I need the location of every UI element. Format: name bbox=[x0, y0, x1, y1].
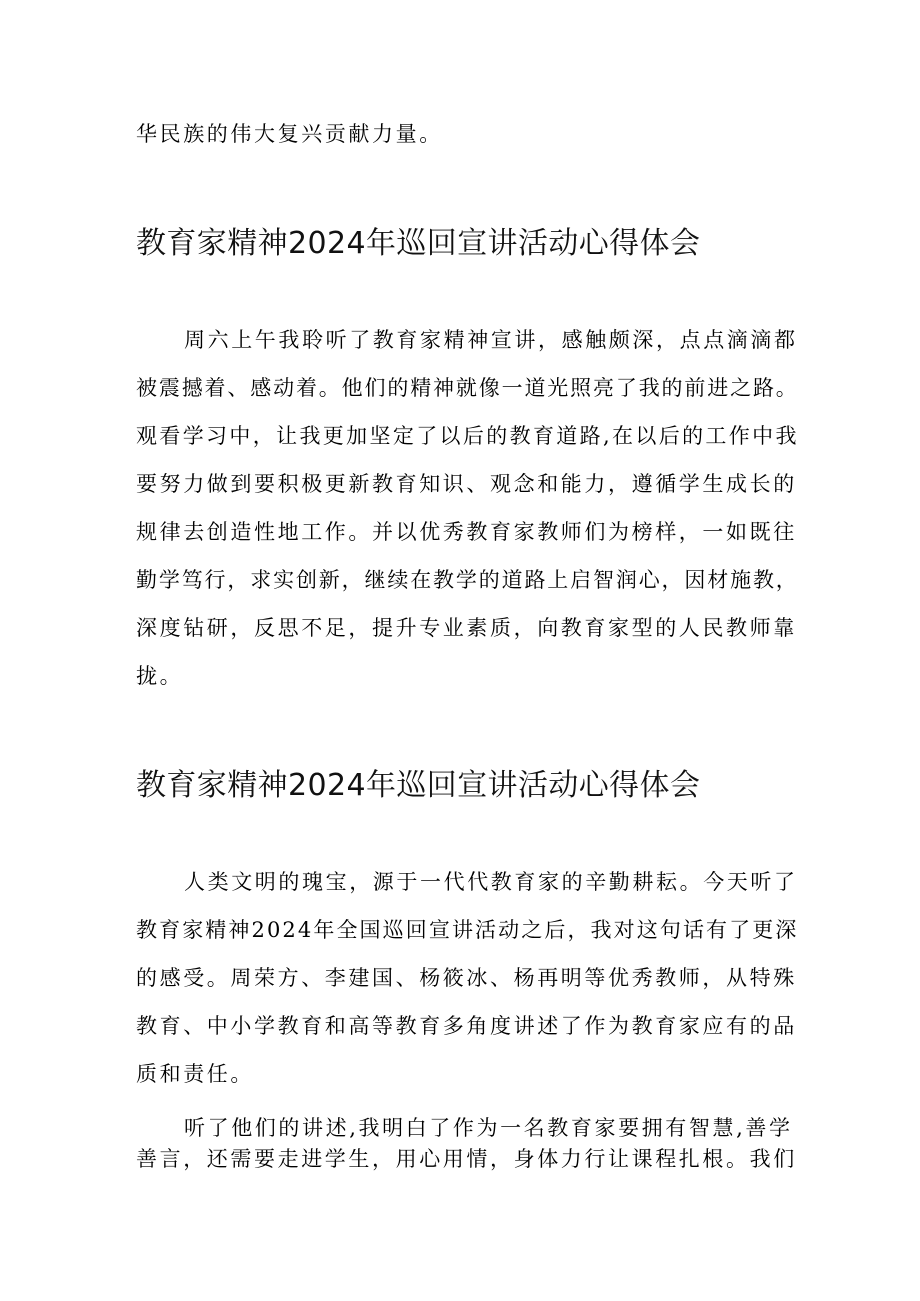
paragraph-line: 质和责任。 bbox=[136, 1062, 254, 1086]
paragraph-line: 善言，还需要走进学生，用心用情，身体力行让课程扎根。我们 bbox=[136, 1147, 797, 1171]
paragraph-line: 深度钻研，反思不足，提升专业素质，向教育家型的人民教师靠 bbox=[136, 616, 797, 640]
paragraph-line: 听了他们的讲述,我明白了作为一名教育家要拥有智慧,善学 bbox=[184, 1116, 793, 1140]
paragraph-line: 周六上午我聆听了教育家精神宣讲，感触颇深，点点滴滴都 bbox=[184, 328, 798, 352]
paragraph-line: 华民族的伟大复兴贡献力量。 bbox=[136, 122, 443, 146]
paragraph-line: 教育、中小学教育和高等教育多角度讲述了作为教育家应有的品 bbox=[136, 1014, 797, 1038]
paragraph-line: 规律去创造性地工作。并以优秀教育家教师们为榜样，一如既往 bbox=[136, 520, 797, 544]
paragraph-line: 被震撼着、感动着。他们的精神就像一道光照亮了我的前进之路。 bbox=[136, 376, 799, 400]
paragraph-line: 人类文明的瑰宝，源于一代代教育家的辛勤耕耘。今天听了 bbox=[184, 870, 798, 894]
section-heading: 教育家精神2024年巡回宣讲活动心得体会 bbox=[136, 768, 701, 803]
paragraph-line: 要努力做到要积极更新教育知识、观念和能力，遵循学生成长的 bbox=[136, 472, 797, 496]
paragraph-line: 拢。 bbox=[136, 664, 184, 688]
paragraph-line: 勤学笃行，求实创新，继续在教学的道路上启智润心，因材施教， bbox=[136, 568, 799, 592]
paragraph-line: 观看学习中，让我更加坚定了以后的教育道路,在以后的工作中我 bbox=[136, 424, 799, 448]
paragraph-line: 教育家精神2024年全国巡回宣讲活动之后，我对这句话有了更深 bbox=[136, 918, 799, 942]
paragraph-line: 的感受。周荣方、李建国、杨筱冰、杨再明等优秀教师，从特殊 bbox=[136, 966, 797, 990]
section-heading: 教育家精神2024年巡回宣讲活动心得体会 bbox=[136, 226, 701, 261]
